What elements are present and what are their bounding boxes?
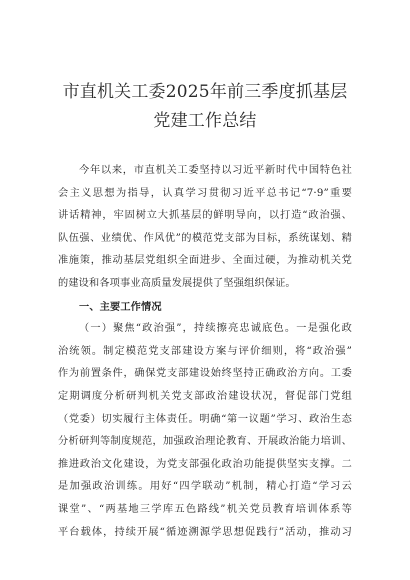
section1-line: （一）聚焦“政治强”，持续擦亮忠诚底色。一是强化政: [79, 323, 352, 335]
section1-line: 平台载体，持续开展“循迹溯源学思想促践行”活动，推动习: [58, 526, 352, 538]
document-title: [58, 78, 352, 136]
section1-line: 治统领。制定模范党支部建设方案与评价细则，将“政治强”: [58, 345, 352, 357]
section1-line: 定期调度分析研判机关党支部政治建设状况，督促部门党组: [58, 390, 352, 402]
title-line-1: 市直机关工委2025年前三季度抓基层: [62, 82, 348, 102]
section-heading: [58, 296, 352, 319]
section1-line: 作为前置条件，确保党支部建设始终坚持正确政治方向。工委: [58, 368, 352, 380]
intro-line: 会主义思想为指导，认真学习贯彻习近平总书记“7·9”重要: [58, 187, 352, 199]
section1-line: 推进政治文化建设，为党支部强化政治功能提供坚实支撑。二: [58, 458, 352, 470]
section1-line: 是加强政治训练。用好“四学联动”机制，精心打造“学习云: [58, 481, 352, 493]
intro-line: 队伍强、业绩优、作风优”的模范党支部为目标，系统谋划、精: [58, 232, 352, 244]
intro-line: 准施策，推动基层党组织全面进步、全面过硬，为推动机关党: [58, 255, 352, 267]
section1-line: （党委）切实履行主体责任。明确“第一议题”学习、政治生态: [58, 413, 352, 425]
section1-line: 分析研判等制度规范，加强政治理论教育、开展政治能力培训、: [58, 436, 352, 448]
title-line-2: 党建工作总结: [153, 111, 257, 131]
intro-line: 的建设和各项事业高质量发展提供了坚强组织保证。: [58, 277, 296, 289]
intro-paragraph: [58, 160, 352, 296]
section-heading-text: 一、主要工作情况: [79, 300, 162, 313]
intro-line: 讲话精神，牢固树立大抓基层的鲜明导向，以打造“政治强、: [58, 210, 352, 222]
section1-paragraph: [58, 318, 352, 544]
section1-line: 课堂”、“两基地三学库五色路线”机关党员教育培训体系等: [58, 503, 352, 515]
document-body: [58, 160, 352, 544]
intro-line: 今年以来，市直机关工委坚持以习近平新时代中国特色社: [79, 165, 352, 176]
